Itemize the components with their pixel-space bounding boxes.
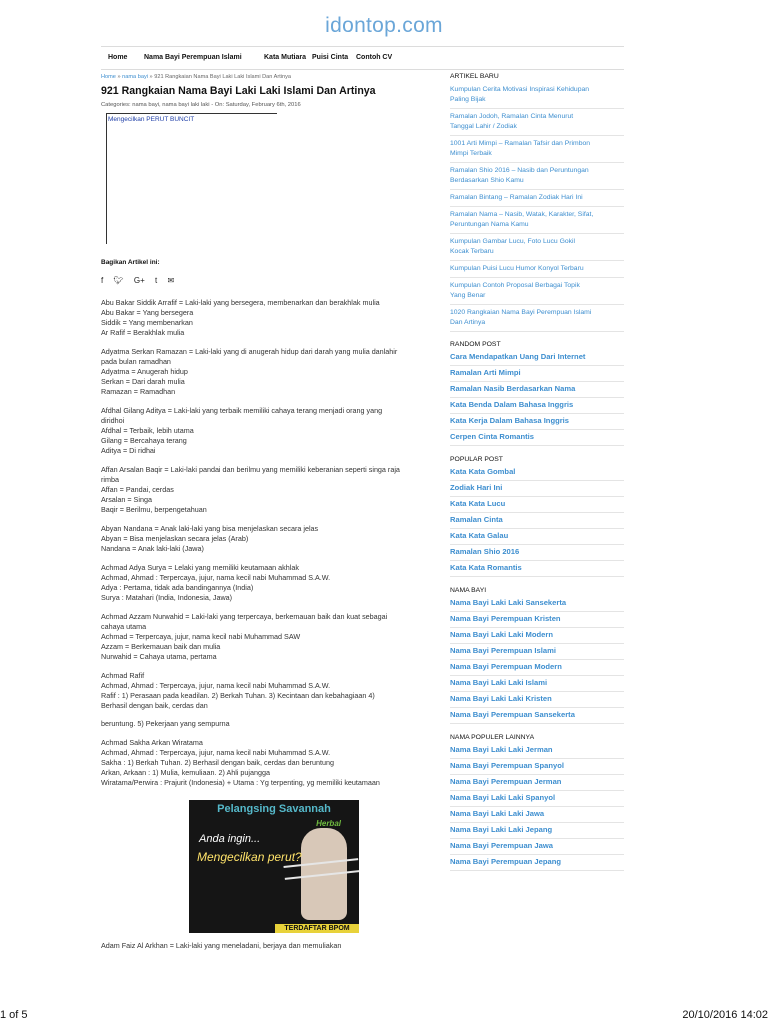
- artikel-link-line[interactable]: Ramalan Jodoh, Ramalan Cinta Menurut: [450, 113, 574, 120]
- nama-populer-link[interactable]: Nama Bayi Laki Laki Jawa: [450, 807, 624, 823]
- section-title: NAMA BAYI: [450, 587, 487, 594]
- entry-line: Achmad Azzam Nurwahid = Laki-laki yang terpercaya, berkemauan baik dan kuat sebagai: [101, 612, 388, 621]
- artikel-link-line[interactable]: Ramalan Shio 2016 – Nasib dan Peruntungan: [450, 167, 589, 174]
- banner-text: Mengecilkan perut?: [197, 850, 302, 864]
- twitter-icon[interactable]: 🐦︎: [113, 276, 124, 285]
- artikel-link-line[interactable]: Kocak Terbaru: [450, 248, 494, 255]
- entry-line: Achmad, Ahmad : Terpercaya, jujur, nama kecil nabi Muhammad S.A.W.: [101, 573, 331, 582]
- popular-post-link[interactable]: Ramalan Shio 2016: [450, 545, 624, 561]
- nama-bayi-list: [450, 596, 624, 724]
- page-number: 1 of 5: [0, 1009, 28, 1021]
- facebook-icon[interactable]: f: [101, 276, 104, 285]
- name-entries: [101, 298, 441, 788]
- nama-bayi-link[interactable]: Nama Bayi Laki Laki Sansekerta: [450, 596, 624, 612]
- entry-line: Achmad Rafif: [101, 671, 145, 680]
- entry-line: Aditya = Di ridhai: [101, 446, 156, 455]
- popular-post-link[interactable]: Kata Kata Galau: [450, 529, 624, 545]
- entry-line: cahaya utama: [101, 622, 147, 631]
- popular-post-link[interactable]: Ramalan Cinta: [450, 513, 624, 529]
- entry-line: Siddik = Yang membenarkan: [101, 318, 193, 327]
- name-entry: [101, 738, 441, 788]
- nama-bayi-link[interactable]: Nama Bayi Perempuan Modern: [450, 660, 624, 676]
- entry-line: Azzam = Berkemauan baik dan mulia: [101, 642, 221, 651]
- breadcrumb-separator: »: [149, 74, 153, 80]
- nama-populer-link[interactable]: Nama Bayi Perempuan Jepang: [450, 855, 624, 871]
- entry-line: pada bulan ramadhan: [101, 357, 171, 366]
- entry-line: Gilang = Bercahaya terang: [101, 436, 187, 445]
- breadcrumb-category[interactable]: nama bayi: [122, 74, 148, 80]
- entry-line: Wiratama/Perwira : Prajurit (Indonesia) + Utama : Yg terpenting, yg memiliki keutamaan: [101, 778, 380, 787]
- main-content: [101, 72, 441, 951]
- popular-post-link[interactable]: Kata Kata Romantis: [450, 561, 624, 577]
- post-title: 921 Rangkaian Nama Bayi Laki Laki Islami Dan Artinya: [101, 85, 376, 97]
- entry-line: Abyan = Bisa menjelaskan secara jelas (Arab): [101, 534, 249, 543]
- nama-populer-link[interactable]: Nama Bayi Laki Laki Spanyol: [450, 791, 624, 807]
- nama-populer-link[interactable]: Nama Bayi Laki Laki Jerman: [450, 743, 624, 759]
- nav-puisi-cinta[interactable]: Puisi Cinta: [312, 54, 349, 61]
- name-entry: [101, 524, 441, 554]
- entry-line: Achmad Adya Surya = Lelaki yang memiliki keutamaan akhlak: [101, 563, 299, 572]
- artikel-link[interactable]: [450, 305, 624, 332]
- main-nav: [101, 46, 624, 70]
- artikel-link-line[interactable]: 1020 Rangkaian Nama Bayi Perempuan Islami: [450, 309, 592, 316]
- banner-title: Pelangsing Savannah: [217, 803, 331, 815]
- name-entry: Adam Faiz Al Arkhan = Laki-laki yang meneladani, berjaya dan memuliakan: [101, 941, 342, 950]
- random-post-link[interactable]: Cara Mendapatkan Uang Dari Internet: [450, 350, 624, 366]
- artikel-link[interactable]: [450, 278, 624, 305]
- entry-line: Afdhal = Terbaik, lebih utama: [101, 426, 194, 435]
- nama-populer-list: [450, 743, 624, 871]
- nama-bayi-link[interactable]: Nama Bayi Laki Laki Islami: [450, 676, 624, 692]
- artikel-link-line[interactable]: Kumpulan Puisi Lucu Humor Konyol Terbaru: [450, 265, 584, 272]
- entry-line: Arsalan = Singa: [101, 495, 152, 504]
- artikel-link-line[interactable]: Mimpi Terbaik: [450, 150, 492, 157]
- artikel-link-line[interactable]: Berdasarkan Shio Kamu: [450, 177, 524, 184]
- entry-line: Adya : Pertama, tidak ada bandingannya (India): [101, 583, 254, 592]
- banner-badge: TERDAFTAR BPOM: [275, 924, 359, 933]
- name-entry: [101, 563, 441, 603]
- entry-line: Rafif : 1) Perasaan pada keadilan. 2) Berkah Tuhan. 3) Kecintaan dan kebahagiaan 4): [101, 691, 375, 700]
- ad-link[interactable]: Mengecilkan PERUT BUNCIT: [108, 116, 195, 123]
- entry-line: Adyatma = Anugerah hidup: [101, 367, 188, 376]
- artikel-link-line[interactable]: Peruntungan Nama Kamu: [450, 221, 529, 228]
- random-post-link[interactable]: Ramalan Nasib Berdasarkan Nama: [450, 382, 624, 398]
- entry-line: Nurwahid = Cahaya utama, pertama: [101, 652, 217, 661]
- share-label: Bagikan Artikel ini:: [101, 259, 160, 266]
- artikel-link-line[interactable]: Paling Bijak: [450, 96, 486, 103]
- entry-line: Afdhal Gilang Aditya = Laki-laki yang terbaik memiliki cahaya terang menjadi orang yang: [101, 406, 383, 415]
- google-plus-icon[interactable]: G+: [133, 276, 145, 285]
- name-entry: [101, 406, 441, 456]
- entry-line: Abu Bakar Siddik Arrafif = Laki-laki yang bersegera, membenarkan dan berakhlak mulia: [101, 298, 380, 307]
- artikel-link[interactable]: [450, 190, 624, 207]
- site-title[interactable]: idontop.com: [325, 14, 443, 37]
- sidebar: [450, 72, 624, 871]
- entry-line: Berhasil dengan baik, cerdas dan: [101, 701, 208, 710]
- breadcrumb-separator: »: [117, 74, 121, 80]
- random-post-list: [450, 350, 624, 446]
- section-title: RANDOM POST: [450, 341, 501, 348]
- entry-line: Adyatma Serkan Ramazan = Laki-laki yang di anugerah hidup dari darah yang mulia danlahir: [101, 347, 398, 356]
- entry-line: Affan Arsalan Baqir = Laki-laki pandai dan berilmu yang memiliki keberanian seperti singa raja: [101, 465, 400, 474]
- nama-bayi-link[interactable]: Nama Bayi Laki Laki Modern: [450, 628, 624, 644]
- entry-line: Achmad Sakha Arkan Wiratama: [101, 738, 203, 747]
- artikel-link[interactable]: [450, 207, 624, 234]
- banner-subtitle: Herbal: [316, 819, 341, 828]
- banner-text: Anda ingin...: [199, 833, 261, 845]
- popular-post-link[interactable]: Kata Kata Gombal: [450, 465, 624, 481]
- entry-line: Abu Bakar = Yang bersegera: [101, 308, 194, 317]
- section-title: POPULAR POST: [450, 456, 503, 463]
- post-meta: Categories: nama bayi, nama bayi laki laki - On: Saturday, February 6th, 2016: [101, 102, 301, 108]
- nama-bayi-link[interactable]: Nama Bayi Perempuan Sansekerta: [450, 708, 624, 724]
- artikel-link[interactable]: [450, 261, 624, 278]
- entry-line: Achmad, Ahmad : Terpercaya, jujur, nama kecil nabi Muhammad S.A.W.: [101, 748, 331, 757]
- breadcrumb: [101, 72, 441, 82]
- nama-bayi-link[interactable]: Nama Bayi Perempuan Kristen: [450, 612, 624, 628]
- random-post-link[interactable]: Kata Benda Dalam Bahasa Inggris: [450, 398, 624, 414]
- artikel-link[interactable]: [450, 109, 624, 136]
- entry-line: Sakha : 1) Berkah Tuhan. 2) Berhasil dengan baik, cerdas dan beruntung: [101, 758, 334, 767]
- artikel-link-line[interactable]: Kumpulan Cerita Motivasi Inspirasi Kehidupan: [450, 86, 590, 93]
- name-entry: [101, 347, 441, 397]
- artikel-link[interactable]: [450, 82, 624, 109]
- nama-bayi-link[interactable]: Nama Bayi Perempuan Islami: [450, 644, 624, 660]
- entry-line: Arkan, Arkaan : 1) Mulia, kemuliaan. 2) Ahli pujangga: [101, 768, 270, 777]
- nama-bayi-link[interactable]: Nama Bayi Laki Laki Kristen: [450, 692, 624, 708]
- name-entry: [101, 298, 441, 338]
- nama-populer-link[interactable]: Nama Bayi Laki Laki Jepang: [450, 823, 624, 839]
- entry-line: Affan = Pandai, cerdas: [101, 485, 174, 494]
- entry-line: Baqir = Berilmu, berpengetahuan: [101, 505, 207, 514]
- random-post-link[interactable]: Kata Kerja Dalam Bahasa Inggris: [450, 414, 624, 430]
- nav-nama-bayi-perempuan-islami[interactable]: Nama Bayi Perempuan Islami: [144, 54, 242, 61]
- nama-populer-link[interactable]: Nama Bayi Perempuan Jawa: [450, 839, 624, 855]
- popular-post-link[interactable]: Kata Kata Lucu: [450, 497, 624, 513]
- artikel-link-line[interactable]: Ramalan Bintang – Ramalan Zodiak Hari Ini: [450, 194, 583, 201]
- entry-line: Surya : Matahari (India, Indonesia, Jawa): [101, 593, 233, 602]
- email-icon[interactable]: ✉: [167, 276, 175, 285]
- artikel-link-line[interactable]: Kumpulan Contoh Proposal Berbagai Topik: [450, 282, 580, 289]
- name-entry: [101, 719, 441, 729]
- entry-line: Abyan Nandana = Anak laki-laki yang bisa menjelaskan secara jelas: [101, 524, 319, 533]
- nav-kata-mutiara[interactable]: Kata Mutiara: [264, 54, 307, 61]
- entry-line: Achmad, Ahmad : Terpercaya, jujur, nama kecil nabi Muhammad S.A.W.: [101, 681, 331, 690]
- popular-post-list: [450, 465, 624, 577]
- artikel-link-line[interactable]: Tanggal Lahir / Zodiak: [450, 123, 517, 130]
- random-post-link[interactable]: Ramalan Arti Mimpi: [450, 366, 624, 382]
- nav-home[interactable]: Home: [108, 54, 128, 61]
- entry-line: Achmad = Terpercaya, jujur, nama kecil nabi Muhammad SAW: [101, 632, 301, 641]
- artikel-link-line[interactable]: Ramalan Nama – Nasib, Watak, Karakter, Sifat,: [450, 211, 594, 218]
- artikel-link[interactable]: [450, 136, 624, 163]
- breadcrumb-home[interactable]: Home: [101, 74, 116, 80]
- popular-post-link[interactable]: Zodiak Hari Ini: [450, 481, 624, 497]
- artikel-link-line[interactable]: Dan Artinya: [450, 319, 486, 326]
- nav-contoh-cv[interactable]: Contoh CV: [356, 54, 393, 61]
- entry-line: Nandana = Anak laki-laki (Jawa): [101, 544, 204, 553]
- name-entry: [101, 671, 441, 711]
- section-title: ARTIKEL BARU: [450, 73, 499, 80]
- ad-banner[interactable]: [189, 800, 359, 933]
- breadcrumb-current: 921 Rangkaian Nama Bayi Laki Laki Islami Dan Artinya: [154, 74, 292, 80]
- artikel-baru-list: [450, 82, 624, 332]
- name-entry: [101, 465, 441, 515]
- nama-populer-link[interactable]: Nama Bayi Perempuan Spanyol: [450, 759, 624, 775]
- artikel-link-line[interactable]: 1001 Arti Mimpi – Ramalan Tafsir dan Primbon: [450, 140, 591, 147]
- name-entry: [101, 612, 441, 662]
- entry-line: Ramazan = Ramadhan: [101, 387, 176, 396]
- artikel-link-line[interactable]: Yang Benar: [450, 292, 486, 299]
- random-post-link[interactable]: Cerpen Cinta Romantis: [450, 430, 624, 446]
- entry-line: diridhoi: [101, 416, 125, 425]
- share-icons: [101, 276, 441, 288]
- entry-line: Ar Rafif = Berakhlak mulia: [101, 328, 185, 337]
- artikel-link-line[interactable]: Kumpulan Gambar Lucu, Foto Lucu Gokil: [450, 238, 576, 245]
- entry-line: beruntung. 5) Pekerjaan yang sempurna: [101, 719, 230, 728]
- print-datetime: 20/10/2016 14:02: [682, 1009, 768, 1021]
- ad-frame[interactable]: [106, 113, 277, 244]
- artikel-link[interactable]: [450, 234, 624, 261]
- entry-line: Serkan = Dari darah mulia: [101, 377, 185, 386]
- entry-line: rimba: [101, 475, 119, 484]
- nama-populer-link[interactable]: Nama Bayi Perempuan Jerman: [450, 775, 624, 791]
- section-title: NAMA POPULER LAINNYA: [450, 734, 535, 741]
- artikel-link[interactable]: [450, 163, 624, 190]
- tumblr-icon[interactable]: t: [155, 276, 158, 285]
